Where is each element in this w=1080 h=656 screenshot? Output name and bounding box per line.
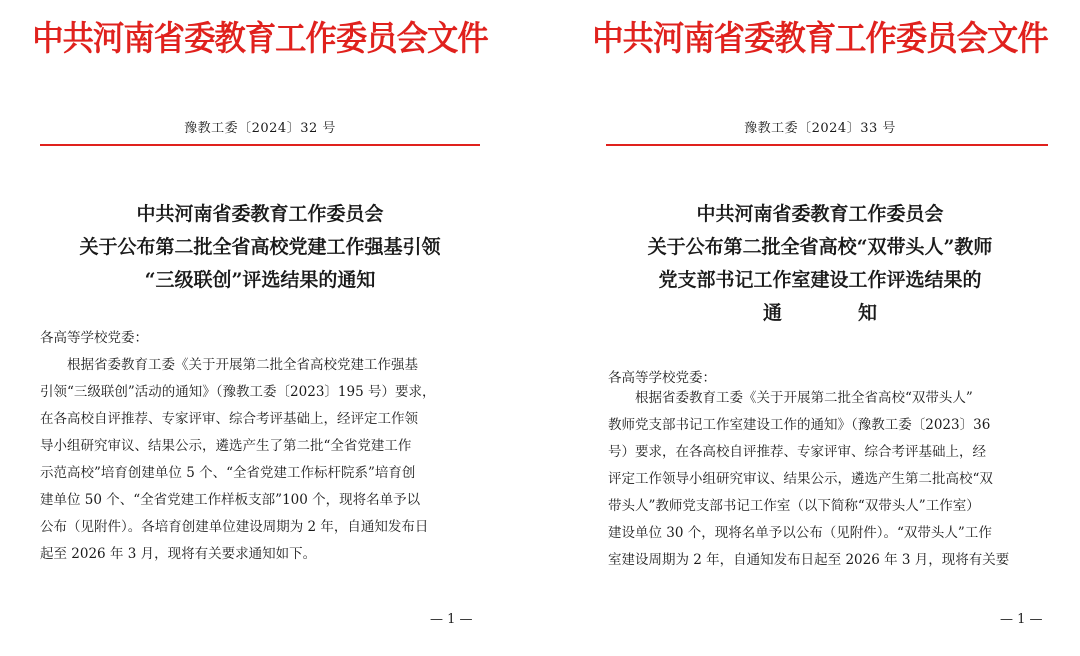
title-line: 中共河南省委教育工作委员会 <box>136 203 384 225</box>
body-line: 带头人”教师党支部书记工作室（以下简称“双带头人”工作室） <box>608 498 980 514</box>
body-line: 根据省委教育工委《关于开展第二批全省高校“双带头人” <box>608 390 973 406</box>
salutation: 各高等学校党委： <box>40 330 148 346</box>
body-line: 示范高校”培育创建单位 5 个、“全省党建工作标杆院系”培育创 <box>40 465 416 481</box>
body-line: 室建设周期为 2 年，自通知发布日起至 2026 年 3 月，现将有关要 <box>608 552 1010 568</box>
title-line: 关于公布第二批全省高校“双带头人”教师 <box>647 236 993 258</box>
document-masthead: 中共河南省委教育工作委员会文件 <box>592 19 1048 59</box>
body-line: 在各高校自评推荐、专家评审、综合考评基础上，经评定工作领 <box>40 411 418 427</box>
document-masthead: 中共河南省委教育工作委员会文件 <box>32 19 488 59</box>
document-number: 豫教工委〔2024〕33 号 <box>744 121 896 136</box>
body-line: 引领“三级联创”活动的通知》（豫教工委〔2023〕195 号）要求， <box>40 384 436 400</box>
body-line: 建设单位 30 个，现将名单予以公布（见附件）。“双带头人”工作 <box>608 525 992 541</box>
red-divider <box>40 144 480 146</box>
body-line: 号）要求，在各高校自评推荐、专家评审、综合考评基础上，经 <box>608 444 986 460</box>
body-line: 公布（见附件）。各培育创建单位建设周期为 2 年，自通知发布日 <box>40 519 429 535</box>
document-number: 豫教工委〔2024〕32 号 <box>184 121 336 136</box>
salutation: 各高等学校党委： <box>608 370 716 386</box>
document-right <box>560 0 1080 656</box>
body-line: 教师党支部书记工作室建设工作的通知》（豫教工委〔2023〕36 <box>608 417 991 433</box>
title-line: 党支部书记工作室建设工作评选结果的 <box>658 269 982 291</box>
body-line: 起至 2026 年 3 月，现将有关要求通知如下。 <box>40 546 317 562</box>
body-line: 建单位 50 个、“全省党建工作样板支部”100 个，现将名单予以 <box>40 492 421 508</box>
title-line: 通 知 <box>762 302 877 324</box>
document-title <box>0 198 520 297</box>
document-body <box>40 352 490 568</box>
title-line: 关于公布第二批全省高校党建工作强基引领 <box>79 236 441 258</box>
red-divider <box>606 144 1048 146</box>
document-title <box>560 198 1080 330</box>
title-line: 中共河南省委教育工作委员会 <box>696 203 944 225</box>
page-number: — 1 — <box>430 612 473 627</box>
body-line: 根据省委教育工委《关于开展第二批全省高校党建工作强基 <box>40 357 418 373</box>
page-gutter <box>520 0 560 656</box>
page-number: — 1 — <box>1000 612 1043 627</box>
body-line: 导小组研究审议、结果公示，遴选产生了第二批“全省党建工作 <box>40 438 412 454</box>
body-line: 评定工作领导小组研究审议、结果公示，遴选产生第二批高校“双 <box>608 471 993 487</box>
title-line: “三级联创”评选结果的通知 <box>144 269 376 291</box>
document-body <box>608 385 1058 574</box>
document-left <box>0 0 520 656</box>
